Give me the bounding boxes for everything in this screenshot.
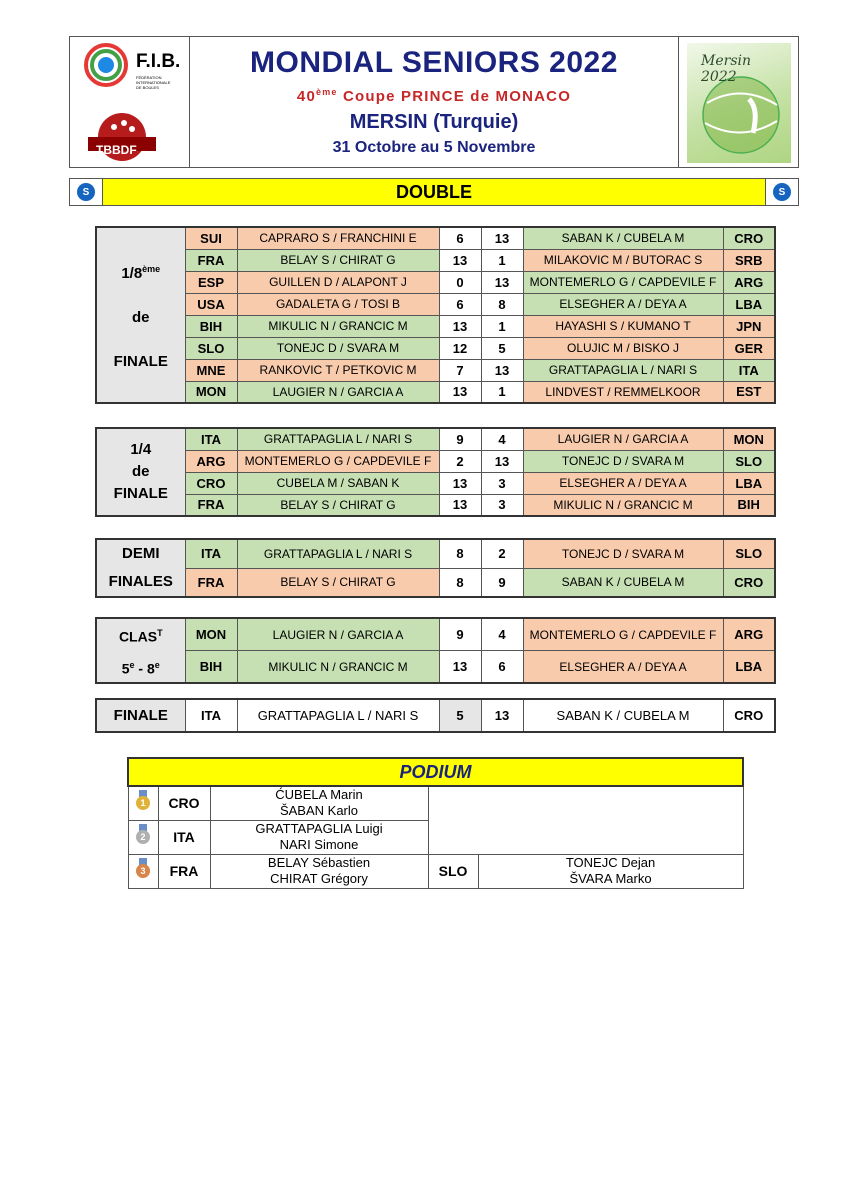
podium-first-player1: ĆUBELA Marin bbox=[275, 787, 363, 803]
team1-players: GUILLEN D / ALAPONT J bbox=[237, 271, 439, 293]
match-row bbox=[96, 472, 775, 494]
podium-first-players bbox=[210, 786, 428, 820]
podium-third-a-player2: CHIRAT Grégory bbox=[270, 871, 368, 886]
event-subtitle bbox=[190, 81, 678, 108]
podium-row-first bbox=[128, 786, 743, 820]
sport-badge-icon: S bbox=[773, 183, 791, 201]
mersin-logo-image bbox=[687, 43, 791, 163]
team1-score: 8 bbox=[439, 539, 481, 568]
team2-players: ELSEGHER A / DEYA A bbox=[523, 293, 723, 315]
team1-score: 9 bbox=[439, 428, 481, 450]
category-label: DOUBLE bbox=[102, 179, 766, 205]
bronze-medal-icon bbox=[128, 854, 158, 888]
quarter-final-table bbox=[95, 427, 776, 517]
round-label-five-sup: e bbox=[129, 659, 135, 670]
team1-players: CAPRARO S / FRANCHINI E bbox=[237, 227, 439, 249]
team2-score: 13 bbox=[481, 227, 523, 249]
fib-logo bbox=[70, 37, 190, 167]
team2-score: 1 bbox=[481, 381, 523, 403]
round-label-de: de bbox=[131, 463, 150, 480]
team1-score: 6 bbox=[439, 293, 481, 315]
final-row bbox=[96, 699, 775, 732]
team1-nation: FRA bbox=[185, 494, 237, 516]
team2-players: ELSEGHER A / DEYA A bbox=[523, 651, 723, 684]
team2-score: 8 bbox=[481, 293, 523, 315]
podium-second-player1: GRATTAPAGLIA Luigi bbox=[255, 821, 383, 836]
team2-players: TONEJC D / SVARA M bbox=[523, 450, 723, 472]
team2-players: MIKULIC N / GRANCIC M bbox=[523, 494, 723, 516]
team2-players: MONTEMERLO G / CAPDEVILE F bbox=[523, 271, 723, 293]
category-icon-left-cell bbox=[70, 179, 102, 205]
podium-third-b-player1: TONEJC Dejan bbox=[565, 855, 656, 870]
team2-nation: EST bbox=[723, 381, 775, 403]
team2-nation: SLO bbox=[723, 450, 775, 472]
team1-nation: ARG bbox=[185, 450, 237, 472]
team1-nation: BIH bbox=[185, 315, 237, 337]
tbbdf-logo-text: TBBDF bbox=[96, 143, 137, 157]
round-label: FINALE bbox=[96, 699, 185, 732]
team1-players: GRATTAPAGLIA L / NARI S bbox=[237, 539, 439, 568]
podium-table bbox=[127, 757, 744, 889]
round-label-sup: ème bbox=[142, 263, 161, 274]
podium-third-a-players bbox=[210, 854, 428, 888]
team2-score: 1 bbox=[481, 249, 523, 271]
team2-players: OLUJIC M / BISKO J bbox=[523, 337, 723, 359]
team2-score: 1 bbox=[481, 315, 523, 337]
team1-score: 5 bbox=[439, 699, 481, 732]
team2-nation: ARG bbox=[723, 271, 775, 293]
team1-nation: FRA bbox=[185, 568, 237, 597]
round-label-finale: FINALE bbox=[113, 485, 168, 502]
team1-nation: SUI bbox=[185, 227, 237, 249]
match-row bbox=[96, 568, 775, 597]
team1-players: MIKULIC N / GRANCIC M bbox=[237, 315, 439, 337]
round-label bbox=[96, 618, 185, 683]
team2-nation: BIH bbox=[723, 494, 775, 516]
team2-players: MONTEMERLO G / CAPDEVILE F bbox=[523, 618, 723, 651]
team2-score: 13 bbox=[481, 271, 523, 293]
team2-score: 3 bbox=[481, 494, 523, 516]
match-row bbox=[96, 428, 775, 450]
podium-row-third bbox=[128, 854, 743, 888]
match-row bbox=[96, 450, 775, 472]
team2-score: 5 bbox=[481, 337, 523, 359]
team1-nation: FRA bbox=[185, 249, 237, 271]
team2-nation: GER bbox=[723, 337, 775, 359]
subtitle-rest: Coupe PRINCE de MONACO bbox=[337, 88, 572, 105]
podium-third-b-players bbox=[478, 854, 743, 888]
event-city: MERSIN (Turquie) bbox=[349, 111, 519, 133]
team1-score: 2 bbox=[439, 450, 481, 472]
team2-score: 6 bbox=[481, 651, 523, 684]
team1-players: MONTEMERLO G / CAPDEVILE F bbox=[237, 450, 439, 472]
team1-nation: ITA bbox=[185, 539, 237, 568]
team1-nation: BIH bbox=[185, 651, 237, 684]
team1-players: GRATTAPAGLIA L / NARI S bbox=[237, 428, 439, 450]
team1-nation: MON bbox=[185, 381, 237, 403]
match-row bbox=[96, 337, 775, 359]
team1-players: RANKOVIC T / PETKOVIC M bbox=[237, 359, 439, 381]
category-icon-right-cell bbox=[766, 179, 798, 205]
team1-players: BELAY S / CHIRAT G bbox=[237, 494, 439, 516]
round-label-de: de bbox=[131, 308, 150, 326]
team1-score: 13 bbox=[439, 472, 481, 494]
team2-nation: CRO bbox=[723, 227, 775, 249]
match-row bbox=[96, 271, 775, 293]
mersin-logo-text: Mersin 2022 bbox=[701, 53, 751, 85]
subtitle-number: 40 bbox=[296, 88, 316, 105]
round-label bbox=[96, 227, 185, 403]
podium-third-b-player2: ŠVARA Marko bbox=[569, 871, 652, 886]
team1-nation: ITA bbox=[185, 699, 237, 732]
team2-players: SABAN K / CUBELA M bbox=[523, 227, 723, 249]
round-label-clas-sup: T bbox=[157, 628, 163, 638]
team2-nation: ITA bbox=[723, 359, 775, 381]
team2-players: ELSEGHER A / DEYA A bbox=[523, 472, 723, 494]
match-row bbox=[96, 618, 775, 651]
team2-players: LAUGIER N / GARCIA A bbox=[523, 428, 723, 450]
team1-nation: SLO bbox=[185, 337, 237, 359]
round-label-finales: FINALES bbox=[108, 573, 173, 590]
round-label-fraction: 1/4 bbox=[130, 441, 152, 458]
team2-score: 2 bbox=[481, 539, 523, 568]
fib-logo-small-text: FÉDÉRATION INTERNATIONALE DE BOULES bbox=[136, 75, 171, 90]
semi-final-table bbox=[95, 538, 776, 598]
team2-score: 4 bbox=[481, 428, 523, 450]
round-label-five: 5 bbox=[121, 660, 130, 677]
team2-nation: CRO bbox=[723, 699, 775, 732]
team1-score: 9 bbox=[439, 618, 481, 651]
team1-players: BELAY S / CHIRAT G bbox=[237, 249, 439, 271]
team2-score: 13 bbox=[481, 450, 523, 472]
header-titles bbox=[190, 37, 678, 167]
team1-score: 13 bbox=[439, 249, 481, 271]
round-label bbox=[96, 428, 185, 516]
round-of-16-table bbox=[95, 226, 776, 404]
team2-players: GRATTAPAGLIA L / NARI S bbox=[523, 359, 723, 381]
team2-players: HAYASHI S / KUMANO T bbox=[523, 315, 723, 337]
team1-players: GADALETA G / TOSI B bbox=[237, 293, 439, 315]
round-label bbox=[96, 539, 185, 597]
podium-second-nation: ITA bbox=[158, 820, 210, 854]
classification-table bbox=[95, 617, 776, 684]
sport-badge-icon: S bbox=[77, 183, 95, 201]
team1-players: LAUGIER N / GARCIA A bbox=[237, 381, 439, 403]
team1-players: BELAY S / CHIRAT G bbox=[237, 568, 439, 597]
match-row bbox=[96, 359, 775, 381]
round-label-eight-sup: e bbox=[154, 659, 160, 670]
gold-medal-icon bbox=[128, 786, 158, 820]
team2-nation: LBA bbox=[723, 293, 775, 315]
team2-nation: SLO bbox=[723, 539, 775, 568]
team1-nation: ESP bbox=[185, 271, 237, 293]
team1-nation: ITA bbox=[185, 428, 237, 450]
team2-score: 13 bbox=[481, 359, 523, 381]
bronze-medal-number: 3 bbox=[136, 864, 150, 878]
team1-score: 13 bbox=[439, 651, 481, 684]
match-row bbox=[96, 293, 775, 315]
team2-players: SABAN K / CUBELA M bbox=[523, 699, 723, 732]
round-label-eight: - 8 bbox=[134, 660, 155, 677]
team1-score: 8 bbox=[439, 568, 481, 597]
team1-players: CUBELA M / SABAN K bbox=[237, 472, 439, 494]
silver-medal-number: 2 bbox=[136, 830, 150, 844]
team1-score: 13 bbox=[439, 494, 481, 516]
team1-nation: USA bbox=[185, 293, 237, 315]
podium-second-player2: NARI Simone bbox=[279, 837, 359, 852]
team2-nation: LBA bbox=[723, 472, 775, 494]
team1-nation: CRO bbox=[185, 472, 237, 494]
team1-nation: MON bbox=[185, 618, 237, 651]
team2-nation: CRO bbox=[723, 568, 775, 597]
team1-score: 13 bbox=[439, 381, 481, 403]
podium-empty-cell bbox=[428, 786, 743, 854]
team1-players: GRATTAPAGLIA L / NARI S bbox=[237, 699, 439, 732]
round-label-finale: FINALE bbox=[113, 352, 168, 370]
team1-score: 6 bbox=[439, 227, 481, 249]
final-table bbox=[95, 698, 776, 733]
match-row bbox=[96, 381, 775, 403]
mersin-logo bbox=[678, 37, 798, 167]
round-label-clas: CLAS bbox=[118, 628, 158, 645]
team2-players: MILAKOVIC M / BUTORAC S bbox=[523, 249, 723, 271]
match-row bbox=[96, 651, 775, 684]
match-row bbox=[96, 315, 775, 337]
team1-score: 0 bbox=[439, 271, 481, 293]
team2-score: 13 bbox=[481, 699, 523, 732]
event-dates: 31 Octobre au 5 Novembre bbox=[332, 139, 536, 156]
round-label-demi: DEMI bbox=[122, 545, 160, 562]
team1-score: 13 bbox=[439, 315, 481, 337]
fib-logo-text: F.I.B. bbox=[136, 51, 181, 72]
team2-nation: ARG bbox=[723, 618, 775, 651]
team2-score: 4 bbox=[481, 618, 523, 651]
gold-medal-number: 1 bbox=[136, 796, 150, 810]
team2-players: LINDVEST / REMMELKOOR bbox=[523, 381, 723, 403]
podium-third-b-nation: SLO bbox=[428, 854, 478, 888]
match-row bbox=[96, 539, 775, 568]
team1-nation: MNE bbox=[185, 359, 237, 381]
podium-first-nation: CRO bbox=[158, 786, 210, 820]
team1-score: 12 bbox=[439, 337, 481, 359]
team1-score: 7 bbox=[439, 359, 481, 381]
team2-score: 9 bbox=[481, 568, 523, 597]
podium-third-a-player1: BELAY Sébastien bbox=[267, 855, 371, 870]
team2-players: SABAN K / CUBELA M bbox=[523, 568, 723, 597]
team1-players: TONEJC D / SVARA M bbox=[237, 337, 439, 359]
podium-title: PODIUM bbox=[128, 758, 743, 786]
category-bar bbox=[69, 178, 799, 206]
team2-score: 3 bbox=[481, 472, 523, 494]
team2-nation: SRB bbox=[723, 249, 775, 271]
match-row bbox=[96, 249, 775, 271]
team2-nation: JPN bbox=[723, 315, 775, 337]
team2-nation: LBA bbox=[723, 651, 775, 684]
match-row bbox=[96, 494, 775, 516]
team1-players: LAUGIER N / GARCIA A bbox=[237, 618, 439, 651]
page-title: MONDIAL SENIORS 2022 bbox=[250, 46, 618, 79]
podium-third-a-nation: FRA bbox=[158, 854, 210, 888]
silver-medal-icon bbox=[128, 820, 158, 854]
podium-first-player2: ŠABAN Karlo bbox=[279, 803, 359, 819]
podium-second-players bbox=[210, 820, 428, 854]
team2-nation: MON bbox=[723, 428, 775, 450]
round-label-fraction: 1/8 bbox=[121, 264, 143, 282]
subtitle-sup: ème bbox=[316, 87, 338, 97]
match-row bbox=[96, 227, 775, 249]
team2-players: TONEJC D / SVARA M bbox=[523, 539, 723, 568]
header bbox=[69, 36, 799, 168]
team1-players: MIKULIC N / GRANCIC M bbox=[237, 651, 439, 684]
